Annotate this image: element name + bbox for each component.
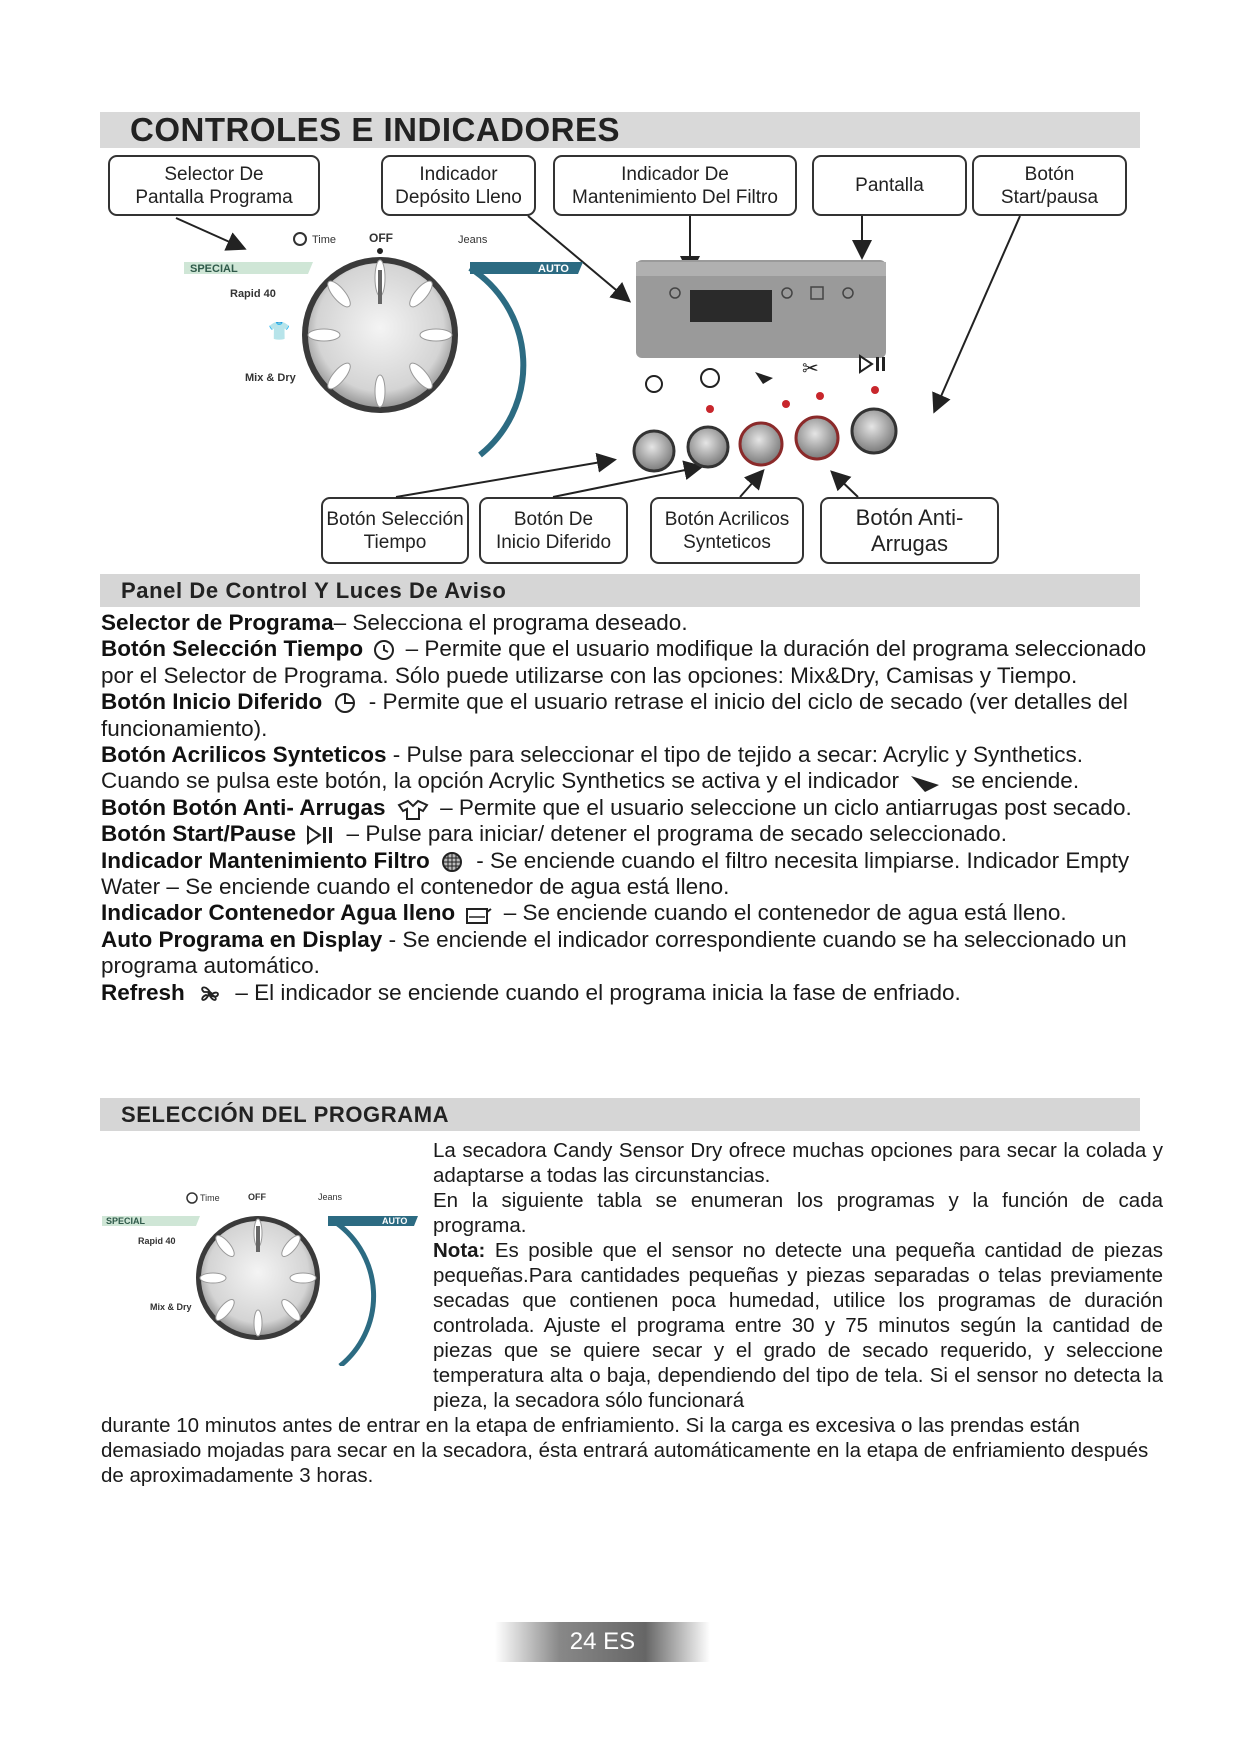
program-selection-text — [433, 1138, 1163, 1413]
item-agua: Indicador Contenedor Agua lleno – Se enciende cuando el contenedor de agua está lleno. — [101, 900, 1067, 926]
item-selector: Selector de Programa– Selecciona el programa deseado. — [101, 610, 688, 635]
display-screen — [690, 290, 772, 322]
callout-acrilicos: Botón Acrilicos Synteticos — [650, 497, 804, 564]
arrow-start — [935, 216, 1020, 410]
clock-icon — [373, 639, 395, 661]
dial-auto-label: AUTO — [538, 263, 569, 275]
dial-mixdry-label: Mix & Dry — [245, 372, 296, 384]
item-acrilicos: Botón Acrilicos Synteticos - Pulse para seleccionar el tipo de tejido a secar: Acrylic y Synthetics. Cuando se pulsa este botón, la opción Acrylic Synthetics se activa y el indicador se enciende. — [101, 742, 1084, 794]
item-auto: Auto Programa en Display - Se enciende el indicador correspondiente cuando se ha seleccionado un programa automático. — [101, 926, 1127, 979]
svg-text:AUTO: AUTO — [382, 1216, 408, 1226]
acrylic-button[interactable] — [740, 423, 782, 465]
svg-text:Jeans: Jeans — [318, 1192, 343, 1202]
callout-tiempo: Botón Selección Tiempo — [321, 497, 469, 564]
section2-title: SELECCIÓN DEL PROGRAMA — [121, 1102, 450, 1127]
filter-icon — [440, 850, 466, 874]
arrow-antiarrugas — [833, 473, 858, 497]
svg-text:👕: 👕 — [268, 321, 291, 341]
program-tail-text: durante 10 minutos antes de entrar en la etapa de enfriamiento. Si la carga es excesiva o las prendas están demasiado mojadas para secar en la secadora, ésta entrará automáticamente en la etapa de enfriamiento después de aproximadamente 3 horas. — [101, 1414, 1149, 1487]
callout-selector: Selector De Pantalla Programa — [108, 155, 320, 216]
svg-text:Time: Time — [200, 1193, 220, 1203]
program-p2: En la siguiente tabla se enumeran los programas y la función de cada programa. — [433, 1189, 1163, 1237]
item-start: Botón Start/Pause – Pulse para iniciar/ detener el programa de secado seleccionado. — [101, 821, 1007, 847]
svg-text:SPECIAL: SPECIAL — [106, 1216, 146, 1226]
acrylic-icon — [909, 772, 941, 794]
callout-antiarrugas: Botón Anti- Arrugas — [820, 497, 999, 564]
delay-button[interactable] — [688, 427, 728, 467]
controls-description — [101, 610, 1161, 1006]
svg-text:OFF: OFF — [248, 1192, 266, 1202]
item-tiempo: Botón Selección Tiempo – Permite que el usuario modifique la duración del programa seleccionado por el Selector de Programa. Sólo puede utilizarse con las opciones: Mix&Dry, Camisas y Tiempo. — [101, 636, 1147, 688]
arrow-deposito — [528, 216, 628, 300]
svg-text:Rapid 40: Rapid 40 — [138, 1236, 176, 1246]
callout-diferido: Botón De Inicio Diferido — [479, 497, 628, 564]
item-filtro: Indicador Mantenimiento Filtro - Se enciende cuando el filtro necesita limpiarse. Indicador Empty Water – Se enciende cuando el contenedor de agua está lleno. — [101, 847, 1130, 900]
play-pause-icon — [860, 356, 872, 372]
play-pause-icon — [306, 824, 336, 846]
program-dial-illustration — [100, 1186, 430, 1366]
callout-filtro: Indicador De Mantenimiento Del Filtro — [553, 155, 797, 216]
program-note: Nota: Es posible que el sensor no detecte una pequeña cantidad de piezas pequeñas.Para cantidades pequeñas y piezas separadas o telas previamente secadas que contienen poca humedad, utilice los programas de duración controlada. Ajuste el programa entre 30 y 75 minutos según la cantidad de piezas que se quiere secar y el grado de secado requerido, y seleccione temperatura alta o baja, dependiendo del tipo de tela. Si el sensor no detecta la pieza, la secadora sólo funcionará — [433, 1239, 1163, 1412]
anti-crease-icon: ✂ — [802, 358, 819, 380]
clock-icon — [646, 376, 662, 392]
time-button[interactable] — [634, 431, 674, 471]
section1-title: Panel De Control Y Luces De Aviso — [121, 578, 507, 603]
page-number: 24 ES — [495, 1622, 710, 1662]
water-tank-icon — [465, 904, 493, 926]
callout-start: Botón Start/pausa — [972, 155, 1127, 216]
anti-crease-button[interactable] — [796, 417, 838, 459]
delay-icon — [701, 369, 719, 387]
start-pause-button[interactable] — [852, 409, 896, 453]
callout-deposito: Indicador Depósito Lleno — [381, 155, 536, 216]
callout-pantalla: Pantalla — [812, 155, 967, 216]
arrow-acrilicos — [740, 472, 762, 497]
dial-jeans-label: Jeans — [458, 234, 488, 246]
arrow-diferido — [553, 467, 700, 497]
dial-off-label: OFF — [369, 231, 393, 245]
svg-text:Mix & Dry: Mix & Dry — [150, 1302, 192, 1312]
dial-time-label: Time — [312, 234, 337, 246]
item-refresh: Refresh – El indicador se enciende cuando el programa inicia la fase de enfriado. — [101, 979, 961, 1005]
control-panel-diagram — [0, 0, 1241, 580]
fan-icon — [195, 982, 225, 1006]
dial-special-label: SPECIAL — [190, 263, 238, 275]
page-title: CONTROLES E INDICADORES — [130, 111, 621, 148]
program-p1: La secadora Candy Sensor Dry ofrece muchas opciones para secar la colada y adaptarse a todas las circunstancias. — [433, 1139, 1163, 1187]
acrylic-icon — [755, 372, 773, 384]
item-antiarrugas: Botón Botón Anti- Arrugas – Permite que el usuario seleccione un ciclo antiarrugas post secado. — [101, 794, 1132, 820]
anti-crease-icon — [396, 797, 430, 821]
item-diferido: Botón Inicio Diferido - Permite que el usuario retrase el inicio del ciclo de secado (ver detalles del funcionamiento). — [101, 689, 1128, 741]
arrow-selector — [176, 218, 243, 248]
dial-rapid-label: Rapid 40 — [230, 288, 276, 300]
delay-icon — [333, 691, 359, 715]
